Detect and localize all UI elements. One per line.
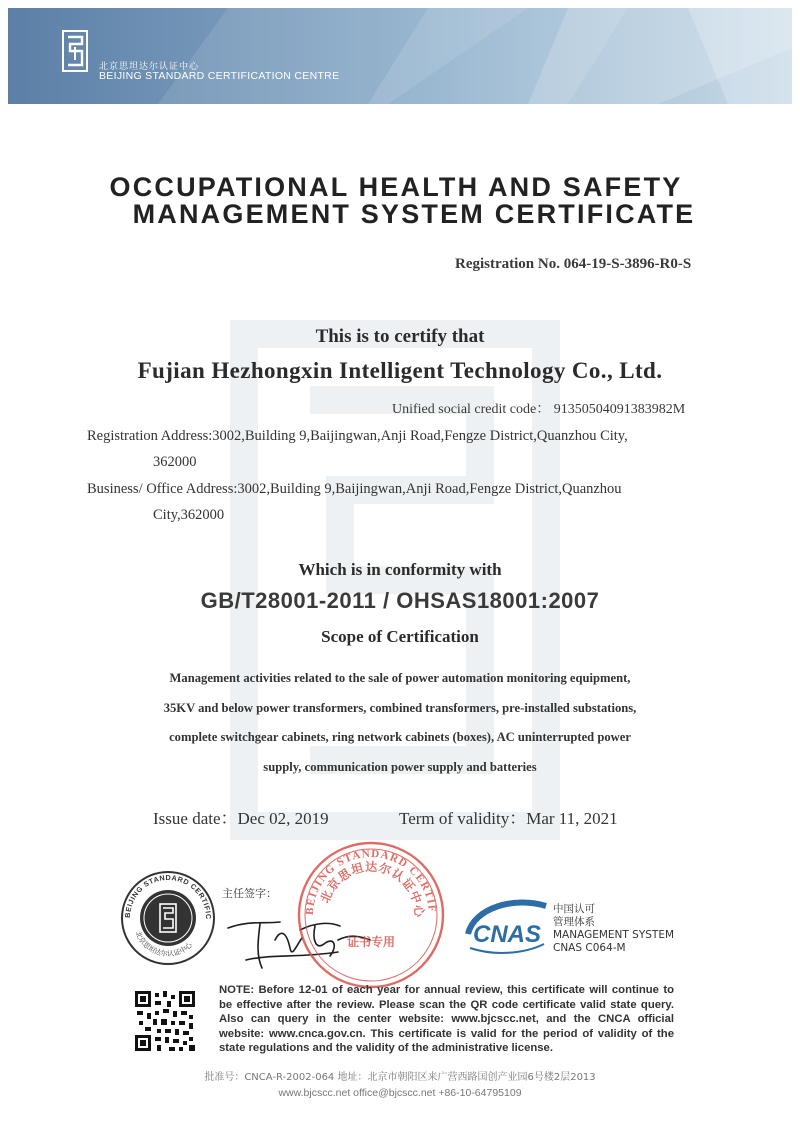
org-name-en: BEIJING STANDARD CERTIFICATION CENTRE: [99, 70, 340, 82]
bsc-circular-seal: [120, 870, 216, 971]
conformity-statement: Which is in conformity with: [298, 560, 502, 579]
scope-title: Scope of Certification: [321, 627, 479, 646]
scope-text: [100, 664, 700, 782]
red-seal-text: BEIJING STANDARD CERTIF: [303, 847, 439, 916]
validity-note: NOTE: Before 12-01 of each year for annual review, this certificate will continue to be effective after the review. Please scan the QR code certificate valid state query. Also can query in the center website: www.bjcscc.net, and the CNCA official website: www.cnca.gov.cn. This certificate is valid for the period of validity of the state regulations and the validity of the administrative license.: [219, 984, 674, 1054]
banner-background: [8, 8, 792, 104]
office-address-line1: Business/ Office Address:3002,Building 9,Baijingwan,Anji Road,Fengze District,Quanzhou: [87, 481, 622, 497]
cnas-line1: 中国认可: [553, 903, 595, 915]
office-address-line2: City,362000: [153, 507, 225, 523]
cnas-line4: CNAS C064-M: [553, 942, 626, 954]
standard-code: GB/T28001-2011 / OHSAS18001:2007: [200, 588, 600, 613]
left-seal-cn: 北京思坦达尔认证中心: [133, 930, 194, 959]
left-seal-text: BEIJING STANDARD CERTIFIC: [122, 872, 214, 920]
scope-line: Management activities related to the sale of power automation monitoring equipment,: [169, 671, 631, 685]
office-address: [87, 476, 707, 528]
org-name-cn: 北京思坦达尔认证中心: [99, 62, 200, 72]
company-name: Fujian Hezhongxin Intelligent Technology Co., Ltd.: [137, 358, 663, 383]
cnas-line3: MANAGEMENT SYSTEM: [553, 929, 675, 941]
credit-code: Unified social credit code： 91350504091383982M: [392, 402, 686, 417]
validity-date: Term of validity：Mar 11, 2021: [399, 809, 618, 828]
red-seal-cn-bottom: 证书专用: [346, 935, 396, 949]
certificate-title-line1: OCCUPATIONAL HEALTH AND SAFETY: [109, 172, 683, 202]
red-seal-cn-top: 北京思坦达尔认证中心: [317, 859, 427, 919]
scope-line: 35KV and below power transformers, combined transformers, pre-installed substations,: [163, 700, 637, 715]
qr-code[interactable]: [133, 989, 197, 1058]
certificate-title-line2: MANAGEMENT SYSTEM CERTIFICATE: [132, 199, 696, 229]
cnas-logo-text: CNAS: [472, 921, 542, 948]
certify-statement: This is to certify that: [315, 326, 485, 347]
official-red-seal: [296, 840, 446, 995]
signature-label: 主任签字：: [222, 887, 277, 900]
cnas-line2: 管理体系: [553, 916, 595, 928]
bsc-logo-icon: [62, 30, 88, 77]
footer-contact: www.bjcscc.net office@bjcscc.net +86-10-64795109: [278, 1087, 522, 1099]
cnas-logo-icon: [464, 896, 550, 963]
header-banner: [8, 8, 792, 104]
registration-address-line1: Registration Address:3002,Building 9,Baijingwan,Anji Road,Fengze District,Quanzhou City,: [87, 428, 628, 444]
registration-address-line2: 362000: [153, 454, 197, 470]
scope-line: supply, communication power supply and batteries: [263, 759, 537, 774]
cnas-accreditation-text: [553, 903, 674, 955]
registration-address: [87, 423, 707, 475]
issue-date: Issue date：Dec 02, 2019: [153, 809, 329, 828]
registration-number: Registration No. 064-19-S-3896-R0-S: [455, 256, 692, 272]
scope-line: complete switchgear cabinets, ring network cabinets (boxes), AC uninterrupted power: [169, 730, 631, 744]
footer-approval-address: 批准号：CNCA-R-2002-064 地址：北京市朝阳区来广营西路国创产业园6号楼2层2013: [204, 1072, 596, 1083]
